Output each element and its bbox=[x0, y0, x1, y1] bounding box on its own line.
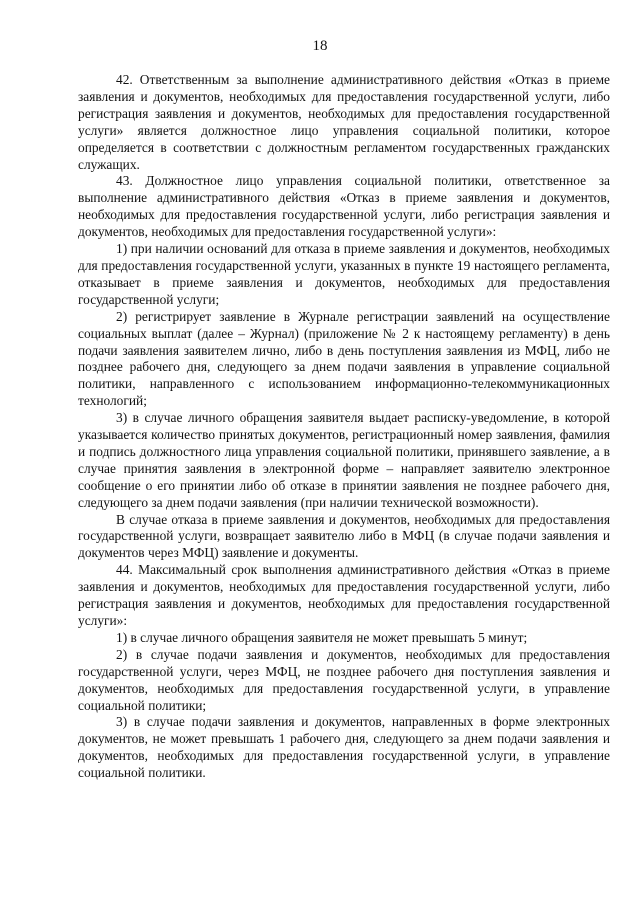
page-number: 18 bbox=[312, 38, 328, 54]
paragraph-43-item-3: 3) в случае личного обращения заявителя выдает расписку-уведомление, в которой указывается количество принятых документов, регистрационный номер заявления, фамилия и подпись должностного лица управления социальной политики, принявшего заявление, а в случае принятия заявления в электронной форме – направляет заявителю электронное сообщение о его принятии либо об отказе в принятии заявления не позднее рабочего дня, следующего за днем подачи заявления (при наличии технической возможности). bbox=[78, 410, 610, 510]
paragraph-44-item-2: 2) в случае подачи заявления и документов, необходимых для предоставления государственной услуги, через МФЦ, не позднее рабочего дня поступления заявления и документов, необходимых для предоставления государственной услуги, в управление социальной политики; bbox=[78, 646, 610, 713]
paragraph-43-refusal: В случае отказа в приеме заявления и документов, необходимых для предоставления государственной услуги, возвращает заявителю либо в МФЦ (в случае подачи заявления и документов через МФЦ) заявление и документы. bbox=[78, 511, 610, 561]
paragraph-43-item-2: 2) регистрирует заявление в Журнале регистрации заявлений на осуществление социальных выплат (далее – Журнал) (приложение № 2 к настоящему регламенту) в день подачи заявления заявителем лично, либо в день поступления заявления из МФЦ, либо не позднее рабочего дня, следующего за днем подачи заявления в управление социальной политики, направленного с использованием информационно-телекоммуникационных технологий; bbox=[78, 308, 610, 409]
paragraph-44-item-3: 3) в случае подачи заявления и документов, направленных в форме электронных документов, не может превышать 1 рабочего дня, следующего за днем подачи заявления и документов, необходимых для предоставления государственной услуги, в управление социальной политики. bbox=[78, 714, 610, 781]
paragraph-43-item-1: 1) при наличии оснований для отказа в приеме заявления и документов, необходимых для предоставления государственной услуги, указанных в пункте 19 настоящего регламента, отказывает в приеме заявления и документов, необходимых для предоставления государственной услуги; bbox=[78, 241, 610, 307]
document-body bbox=[78, 72, 610, 782]
paragraph-44-item-1: 1) в случае личного обращения заявителя не может превышать 5 минут; bbox=[116, 629, 528, 645]
paragraph-43: 43. Должностное лицо управления социальной политики, ответственное за выполнение административного действия «Отказ в приеме заявления и документов, необходимых для предоставления государственной услуги, либо регистрация заявления и документов, необходимых для предоставления государственной услуги»: bbox=[78, 173, 610, 240]
paragraph-42: 42. Ответственным за выполнение административного действия «Отказ в приеме заявления и документов, необходимых для предоставления государственной услуги, либо регистрация заявления и документов, необходимых для предоставления государственной услуги» является должностное лицо управления социальной политики, которое определяется в соответствии с должностным регламентом государственных гражданских служащих. bbox=[78, 72, 610, 172]
paragraph-44: 44. Максимальный срок выполнения административного действия «Отказ в приеме заявления и документов, необходимых для предоставления государственной услуги, либо регистрация заявления и документов, необходимых для предоставления государственной услуги»: bbox=[78, 562, 610, 628]
